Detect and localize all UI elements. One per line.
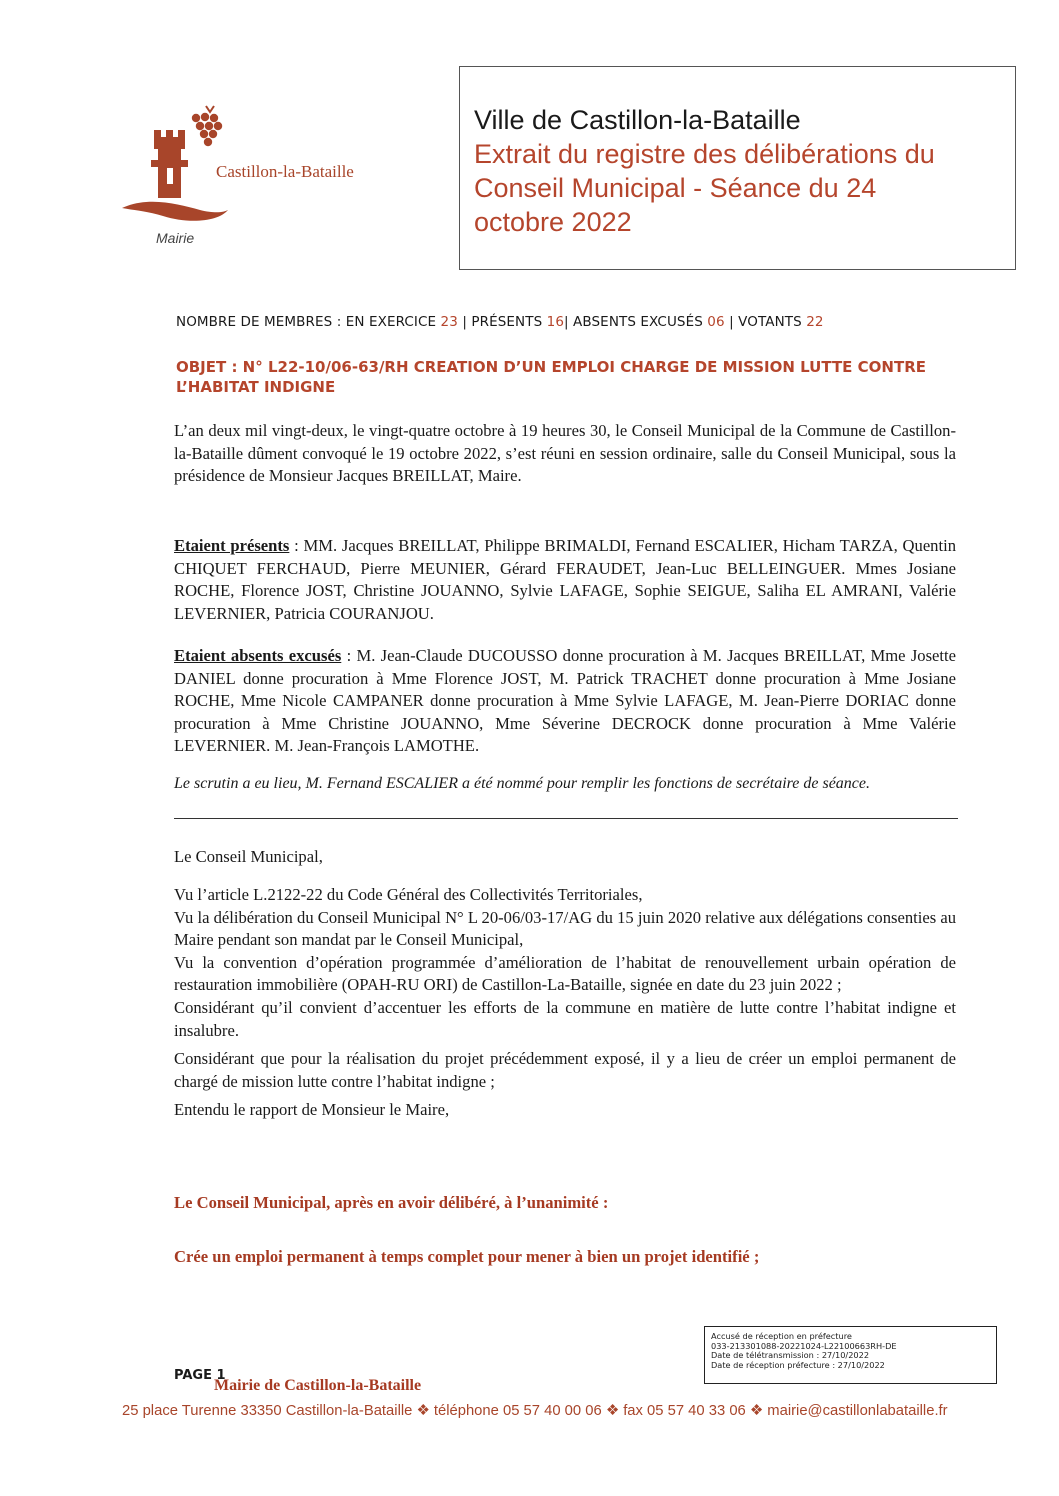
footer-mairie-name: Mairie de Castillon-la-Bataille (214, 1377, 422, 1394)
page-number: PAGE 1 (174, 1368, 226, 1383)
members-label-exercice: NOMBRE DE MEMBRES : EN EXERCICE (176, 314, 441, 330)
stamp-line-2: 033-213301088-20221024-L22100663RH-DE (711, 1340, 897, 1351)
vu-item: Vu la délibération du Conseil Municipal N° L 20-06/03-17/AG du 15 juin 2020 relative aux délégations consenties au Maire pendant son mandat par le Conseil Municipal, (174, 907, 956, 950)
members-absents-count: 06 (707, 314, 725, 330)
vu-item: Entendu le rapport de Monsieur le Maire, (174, 1100, 450, 1120)
members-label-absents: | ABSENTS EXCUSÉS (564, 314, 708, 330)
presents-paragraph (174, 535, 956, 625)
stamp-line-1: Accusé de réception en préfecture (711, 1331, 852, 1341)
town-logo (118, 100, 418, 260)
considerations-block (174, 868, 956, 1122)
absents-list: : M. Jean-Claude DUCOUSSO donne procuration à M. Jacques BREILLAT, Mme Josette DANIEL donne procuration à Mme Florence JOST, M. Patrick TRACHET donne procuration à Mme Josiane ROCHE, Mme Nicole CAMPANER donne procuration à Mme Sylvie LAFAGE, M. Jean-Pierre DORIAC donne procuration à Mme Christine JOUANNO, Mme Séverine DECROCK donne procuration à Mme Valérie LEVERNIER. M. Jean-François LAMOTHE. (174, 646, 956, 756)
object-line-2: L’HABITAT INDIGNE (176, 378, 336, 396)
members-label-votants: | VOTANTS (724, 314, 807, 330)
prefecture-receipt-stamp (704, 1326, 997, 1384)
members-votants-count: 22 (806, 314, 824, 330)
members-presents-count: 16 (546, 314, 565, 330)
object-line-1: OBJET : N° L22-10/06-63/RH CREATION D’UN EMPLOI CHARGE DE MISSION LUTTE CONTRE (176, 358, 926, 376)
members-count-line (176, 314, 824, 330)
title-city: Ville de Castillon-la-Bataille (474, 105, 801, 135)
absents-paragraph (174, 645, 956, 758)
title-line-2: Extrait du registre des délibérations du (474, 139, 935, 169)
footer-address: 25 place Turenne 33350 Castillon-la-Bataille ❖ téléphone 05 57 40 00 06 ❖ fax 05 57 40 33 06 ❖ mairie@castillonlabataille.fr (122, 1403, 948, 1419)
scrutin-note: Le scrutin a eu lieu, M. Fernand ESCALIER a été nommé pour remplir les fonctions de secrétaire de séance. (174, 775, 871, 792)
stamp-line-4: Date de réception préfecture : 27/10/2022 (711, 1359, 885, 1370)
title-line-3: Conseil Municipal - Séance du 24 (474, 173, 877, 203)
vu-item: Vu l’article L.2122-22 du Code Général des Collectivités Territoriales, (174, 885, 643, 904)
presents-list: : MM. Jacques BREILLAT, Philippe BRIMALDI, Fernand ESCALIER, Hicham TARZA, Quentin CHIQUET FERCHAUD, Pierre MEUNIER, Gérard FERAUDET, Jean-Luc BELLEINGUER. Mmes Josiane ROCHE, Florence JOST, Christine JOUANNO, Sylvie LAFAGE, Sophie SEIGUE, Saliha EL AMRANI, Valérie LEVERNIER, Patricia COURANJOU. (174, 536, 956, 623)
members-label-presents: | PRÉSENTS (457, 314, 547, 330)
title-line-4: octobre 2022 (474, 207, 632, 237)
castle-grapes-icon (118, 100, 228, 240)
deliberation-object (176, 357, 976, 397)
presents-label: Etaient présents (174, 536, 290, 555)
members-exercice-count: 23 (440, 314, 458, 330)
logo-town-name: Castillon-la-Bataille (216, 162, 354, 181)
resolution-heading: Le Conseil Municipal, après en avoir délibéré, à l’unanimité : (174, 1193, 609, 1212)
resolution-item: Crée un emploi permanent à temps complet pour mener à bien un projet identifié ; (174, 1247, 760, 1266)
vu-item: Considérant que pour la réalisation du projet précédemment exposé, il y a lieu de créer un emploi permanent de chargé de mission lutte contre l’habitat indigne ; (174, 1049, 956, 1091)
logo-mairie-label: Mairie (156, 230, 195, 246)
conseil-heading: Le Conseil Municipal, (174, 847, 323, 866)
vu-item: Vu la convention d’opération programmée d’amélioration de l’habitat de renouvellement urbain opération de restauration immobilière (OPAH-RU ORI) de Castillon-La-Bataille, signée en date du 23 juin 2022 ; (174, 952, 956, 995)
stamp-line-3: Date de télétransmission : 27/10/2022 (711, 1350, 870, 1361)
absents-label: Etaient absents excusés (174, 646, 342, 665)
section-divider (174, 818, 958, 819)
vu-item: Considérant qu’il convient d’accentuer les efforts de la commune en matière de lutte contre l’habitat indigne et insalubre. (174, 997, 956, 1040)
document-title-box (459, 66, 1016, 270)
intro-paragraph: L’an deux mil vingt-deux, le vingt-quatre octobre à 19 heures 30, le Conseil Municipal de la Commune de Castillon-la-Bataille dûment convoqué le 19 octobre 2022, s’est réuni en session ordinaire, salle du Conseil Municipal, sous la présidence de Monsieur Jacques BREILLAT, Maire. (174, 421, 956, 486)
